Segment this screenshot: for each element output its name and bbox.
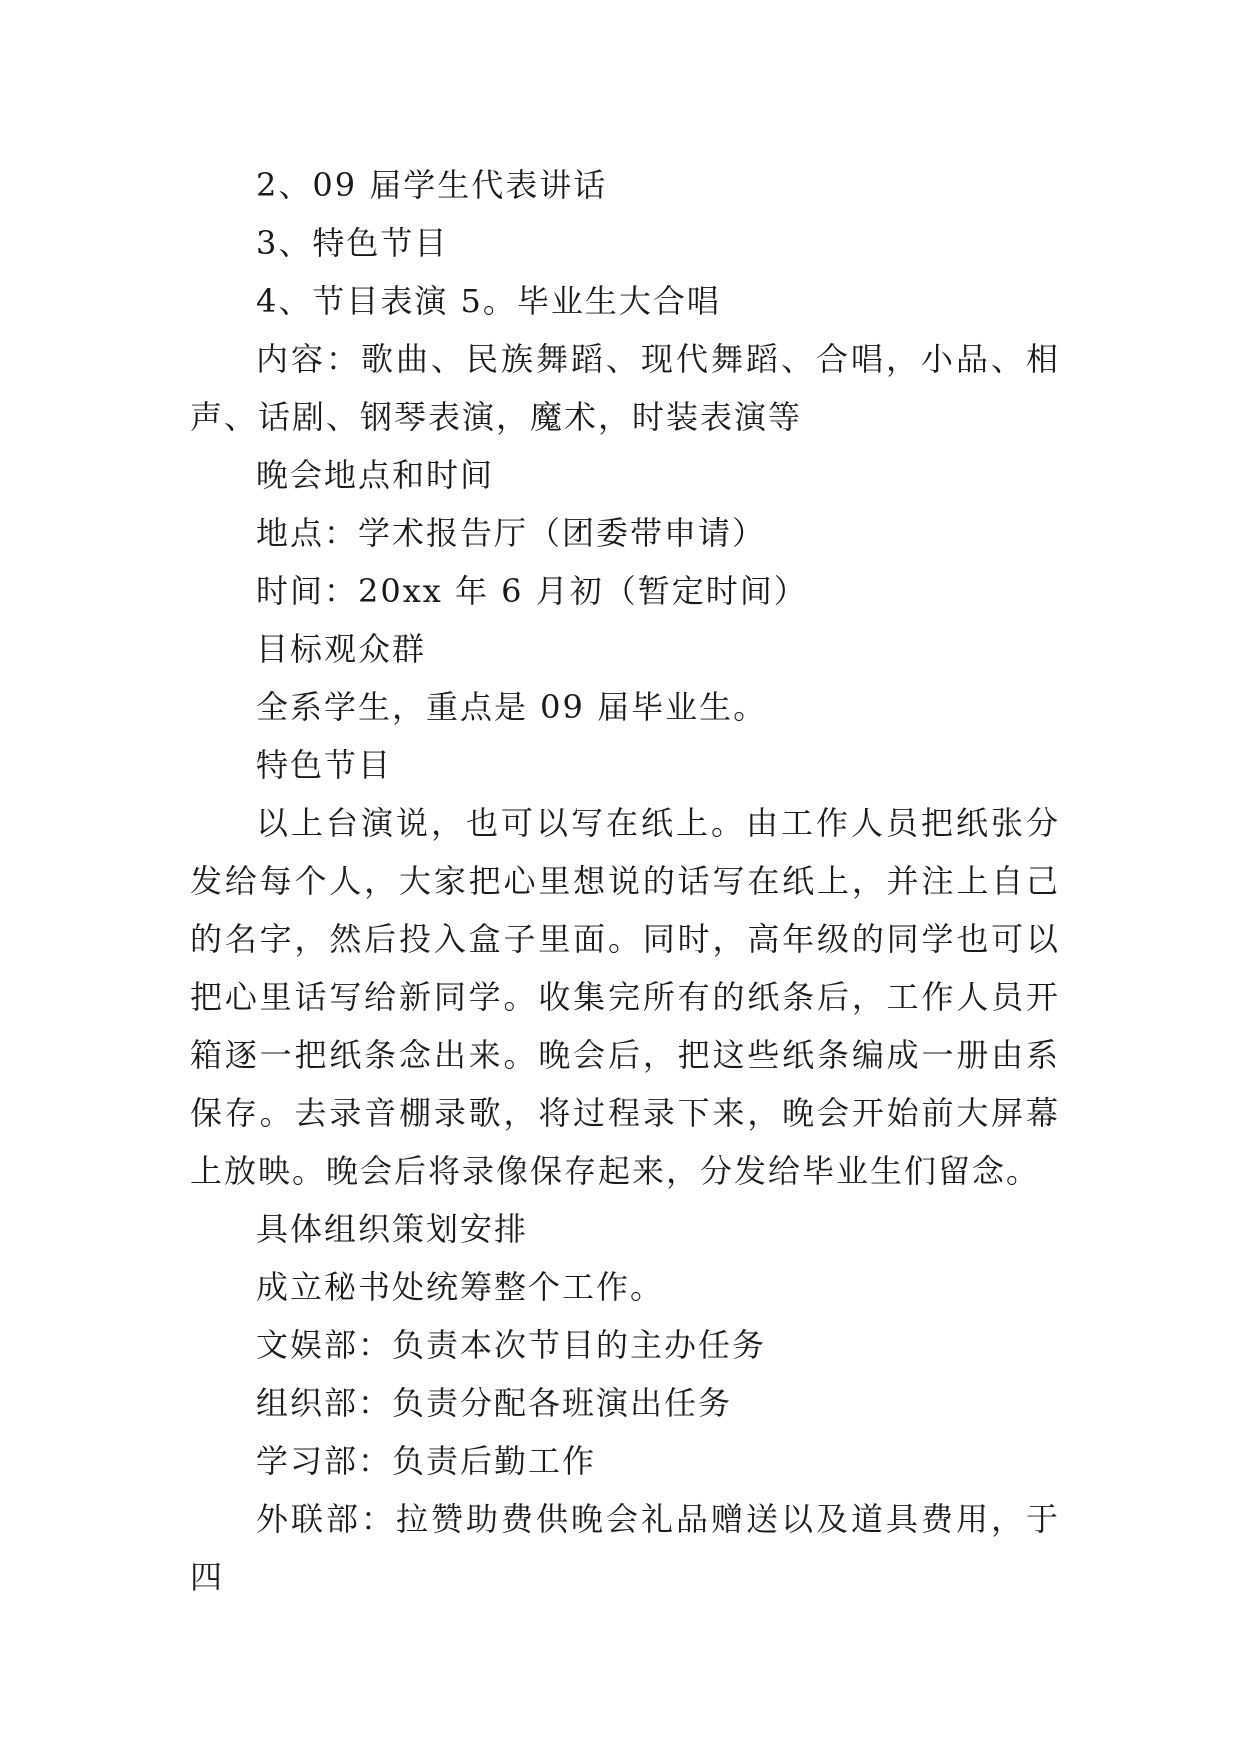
heading-organization-plan: 具体组织策划安排 — [256, 1210, 529, 1248]
paragraph-time: 时间：20xx 年 6 月初（暂定时间） — [256, 572, 808, 610]
heading-feature-program: 特色节目 — [256, 746, 393, 784]
paragraph-organization-dept: 组织部：负责分配各班演出任务 — [256, 1384, 733, 1422]
heading-target-audience: 目标观众群 — [256, 630, 427, 668]
paragraph-feature-description: 以上台演说，也可以写在纸上。由工作人员把纸张分发给每个人，大家把心里想说的话写在纸上，并注上自己的名字，然后投入盒子里面。同时，高年级的同学也可以把心里话写给新同学。收集完所有的纸条后，工作人员开箱逐一把纸条念出来。晚会后，把这些纸条编成一册由系保存。去录音棚录歌，将过程录下来，晚会开始前大屏幕上放映。晚会后将录像保存起来，分发给毕业生们留念。 — [190, 804, 1060, 1190]
paragraph-speech: 2、09 届学生代表讲话 — [256, 166, 608, 204]
heading-venue-time: 晚会地点和时间 — [256, 456, 495, 494]
document-body — [190, 156, 1060, 1606]
paragraph-venue: 地点：学术报告厅（团委带申请） — [256, 514, 767, 552]
paragraph-secretariat: 成立秘书处统筹整个工作。 — [256, 1268, 665, 1306]
paragraph-entertainment-dept: 文娱部：负责本次节目的主办任务 — [256, 1326, 767, 1364]
paragraph-performance-chorus: 4、节目表演 5。毕业生大合唱 — [256, 282, 721, 320]
paragraph-study-dept: 学习部：负责后勤工作 — [256, 1442, 597, 1480]
paragraph-feature-program: 3、特色节目 — [256, 224, 449, 262]
paragraph-external-dept: 外联部：拉赞助费供晚会礼品赠送以及道具费用，于四 — [190, 1500, 1060, 1596]
paragraph-audience: 全系学生，重点是 09 届毕业生。 — [256, 688, 768, 726]
paragraph-content: 内容：歌曲、民族舞蹈、现代舞蹈、合唱，小品、相声、话剧、钢琴表演，魔术，时装表演等 — [190, 340, 1060, 436]
